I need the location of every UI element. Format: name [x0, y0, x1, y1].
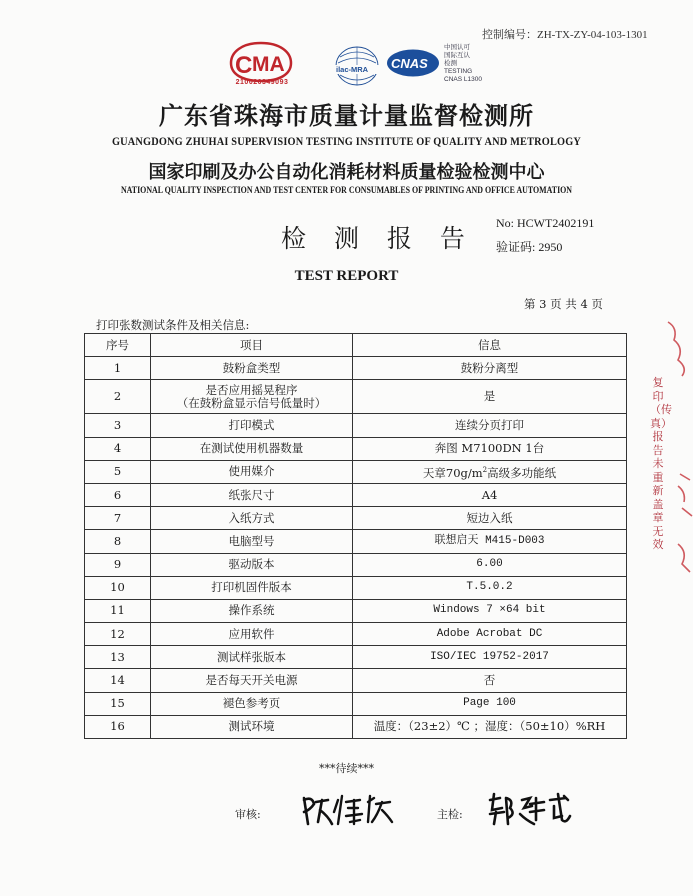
row-info: Page 100: [353, 692, 627, 715]
ilac-mra-logo: [332, 43, 382, 89]
row-item: 操作系统: [151, 599, 353, 622]
row-info: Adobe Acrobat DC: [353, 623, 627, 646]
row-no: 12: [85, 623, 151, 646]
ilac-logo-text: ilac-MRA: [336, 65, 369, 74]
row-info: T.5.0.2: [353, 576, 627, 599]
reviewer-label: 审核:: [235, 808, 261, 821]
row-no: 15: [85, 692, 151, 715]
table-row: [85, 715, 627, 738]
row-info: 连续分页打印: [353, 414, 627, 437]
cma-code: 210020349093: [235, 79, 289, 86]
section-title: 打印张数测试条件及相关信息:: [96, 318, 250, 332]
row-item: 入纸方式: [151, 507, 353, 530]
inspector-signature: [484, 790, 574, 830]
institute-name-cn: 广东省珠海市质量计量监督检测所: [159, 102, 534, 130]
svg-text:C: C: [235, 52, 253, 79]
row-info: 温度：（23±2）℃ ；湿度：（50±10）%RH: [353, 715, 627, 738]
row-item: 驱动版本: [151, 553, 353, 576]
inspector-label: 主检:: [437, 808, 463, 821]
row-item: 测试环境: [151, 715, 353, 738]
row-info: 天章$70g/m^2$高级多功能纸: [353, 460, 627, 483]
seal-edge-mark: [664, 468, 693, 528]
center-name-cn: 国家印刷及办公自动化消耗材料质量检验检测中心: [148, 162, 545, 183]
side-validity-note: 复印（传真）报告未重新盖章无效: [650, 376, 672, 551]
cnas-caption: 中国认可 国际互认 检测 TESTING CNAS L1300: [444, 44, 482, 83]
row-no: 3: [85, 414, 151, 437]
row-item: 电脑型号: [151, 530, 353, 553]
row-item: 打印机固件版本: [151, 576, 353, 599]
page-info: 第 3 页 共 4 页: [524, 297, 603, 311]
cnas-logo-text: CNAS: [391, 56, 428, 71]
table-row: [85, 692, 627, 715]
row-item-main: 是否应用摇晃程序: [205, 382, 298, 397]
row-info: Windows 7 ×64 bit: [353, 599, 627, 622]
row-info: 是: [353, 380, 627, 414]
table-row: [85, 553, 627, 576]
table-row: [85, 530, 627, 553]
row-info: ISO/IEC 19752-2017: [353, 646, 627, 669]
row-info: 奔图 M7100DN 1台: [353, 437, 627, 460]
row-no: 16: [85, 715, 151, 738]
row-item: 纸张尺寸: [151, 483, 353, 506]
row-no: 1: [85, 357, 151, 380]
table-row: [85, 507, 627, 530]
row-no: 2: [85, 380, 151, 414]
cnas-logo: [386, 48, 440, 78]
row-no: 11: [85, 599, 151, 622]
row-no: 5: [85, 460, 151, 483]
row-info: 6.00: [353, 553, 627, 576]
row-no: 6: [85, 483, 151, 506]
control-number: 控制编号：ZH-TX-ZY-04-103-1301: [482, 29, 648, 41]
seal-edge-mark: [664, 538, 693, 578]
table-row: [85, 357, 627, 380]
row-item-sub: （在鼓粉盒显示信号低量时）: [176, 395, 327, 410]
row-info: 否: [353, 669, 627, 692]
report-title-en: TEST REPORT: [294, 268, 399, 284]
table-row: [85, 599, 627, 622]
header-info: 信息: [353, 334, 627, 357]
row-item: 在测试使用机器数量: [151, 437, 353, 460]
table-header-row: [85, 334, 627, 357]
table-row: [85, 380, 627, 414]
center-name-en: NATIONAL QUALITY INSPECTION AND TEST CENTER FOR CONSUMABLES OF PRINTING AND OFFICE AUTOMATION: [120, 185, 573, 195]
table-row: [85, 437, 627, 460]
row-no: 7: [85, 507, 151, 530]
report-title-cn: 检 测 报 告: [281, 224, 475, 253]
row-item: 鼓粉盒类型: [151, 357, 353, 380]
table-row: [85, 414, 627, 437]
header-no: 序号: [85, 334, 151, 357]
row-no: 14: [85, 669, 151, 692]
table-row: [85, 460, 627, 483]
row-item: [151, 380, 353, 414]
header-item: 项目: [151, 334, 353, 357]
row-no: 10: [85, 576, 151, 599]
seal-edge-mark: [664, 318, 693, 378]
row-no: 13: [85, 646, 151, 669]
row-item: 测试样张版本: [151, 646, 353, 669]
continued-note: ***待续***: [319, 762, 374, 775]
row-item: 是否每天开关电源: [151, 669, 353, 692]
test-conditions-table: [84, 333, 627, 739]
row-info: A4: [353, 483, 627, 506]
table-row: [85, 669, 627, 692]
row-no: 4: [85, 437, 151, 460]
row-item: 打印模式: [151, 414, 353, 437]
table-row: [85, 576, 627, 599]
row-no: 9: [85, 553, 151, 576]
row-info: 短边入纸: [353, 507, 627, 530]
row-item: 褪色参考页: [151, 692, 353, 715]
row-info: 鼓粉分离型: [353, 357, 627, 380]
table-row: [85, 623, 627, 646]
row-no: 8: [85, 530, 151, 553]
table-row: [85, 483, 627, 506]
institute-name-en: GUANGDONG ZHUHAI SUPERVISION TESTING INSTITUTE OF QUALITY AND METROLOGY: [111, 134, 582, 148]
row-item: 应用软件: [151, 623, 353, 646]
table-row: [85, 646, 627, 669]
verification-code: 验证码: 2950: [496, 240, 563, 254]
reviewer-signature: [298, 790, 398, 830]
row-item: 使用媒介: [151, 460, 353, 483]
cma-logo-text: MA: [252, 53, 285, 76]
row-info: 联想启天 M415-D003: [353, 530, 627, 553]
report-number: No: HCWT2402191: [496, 216, 595, 230]
